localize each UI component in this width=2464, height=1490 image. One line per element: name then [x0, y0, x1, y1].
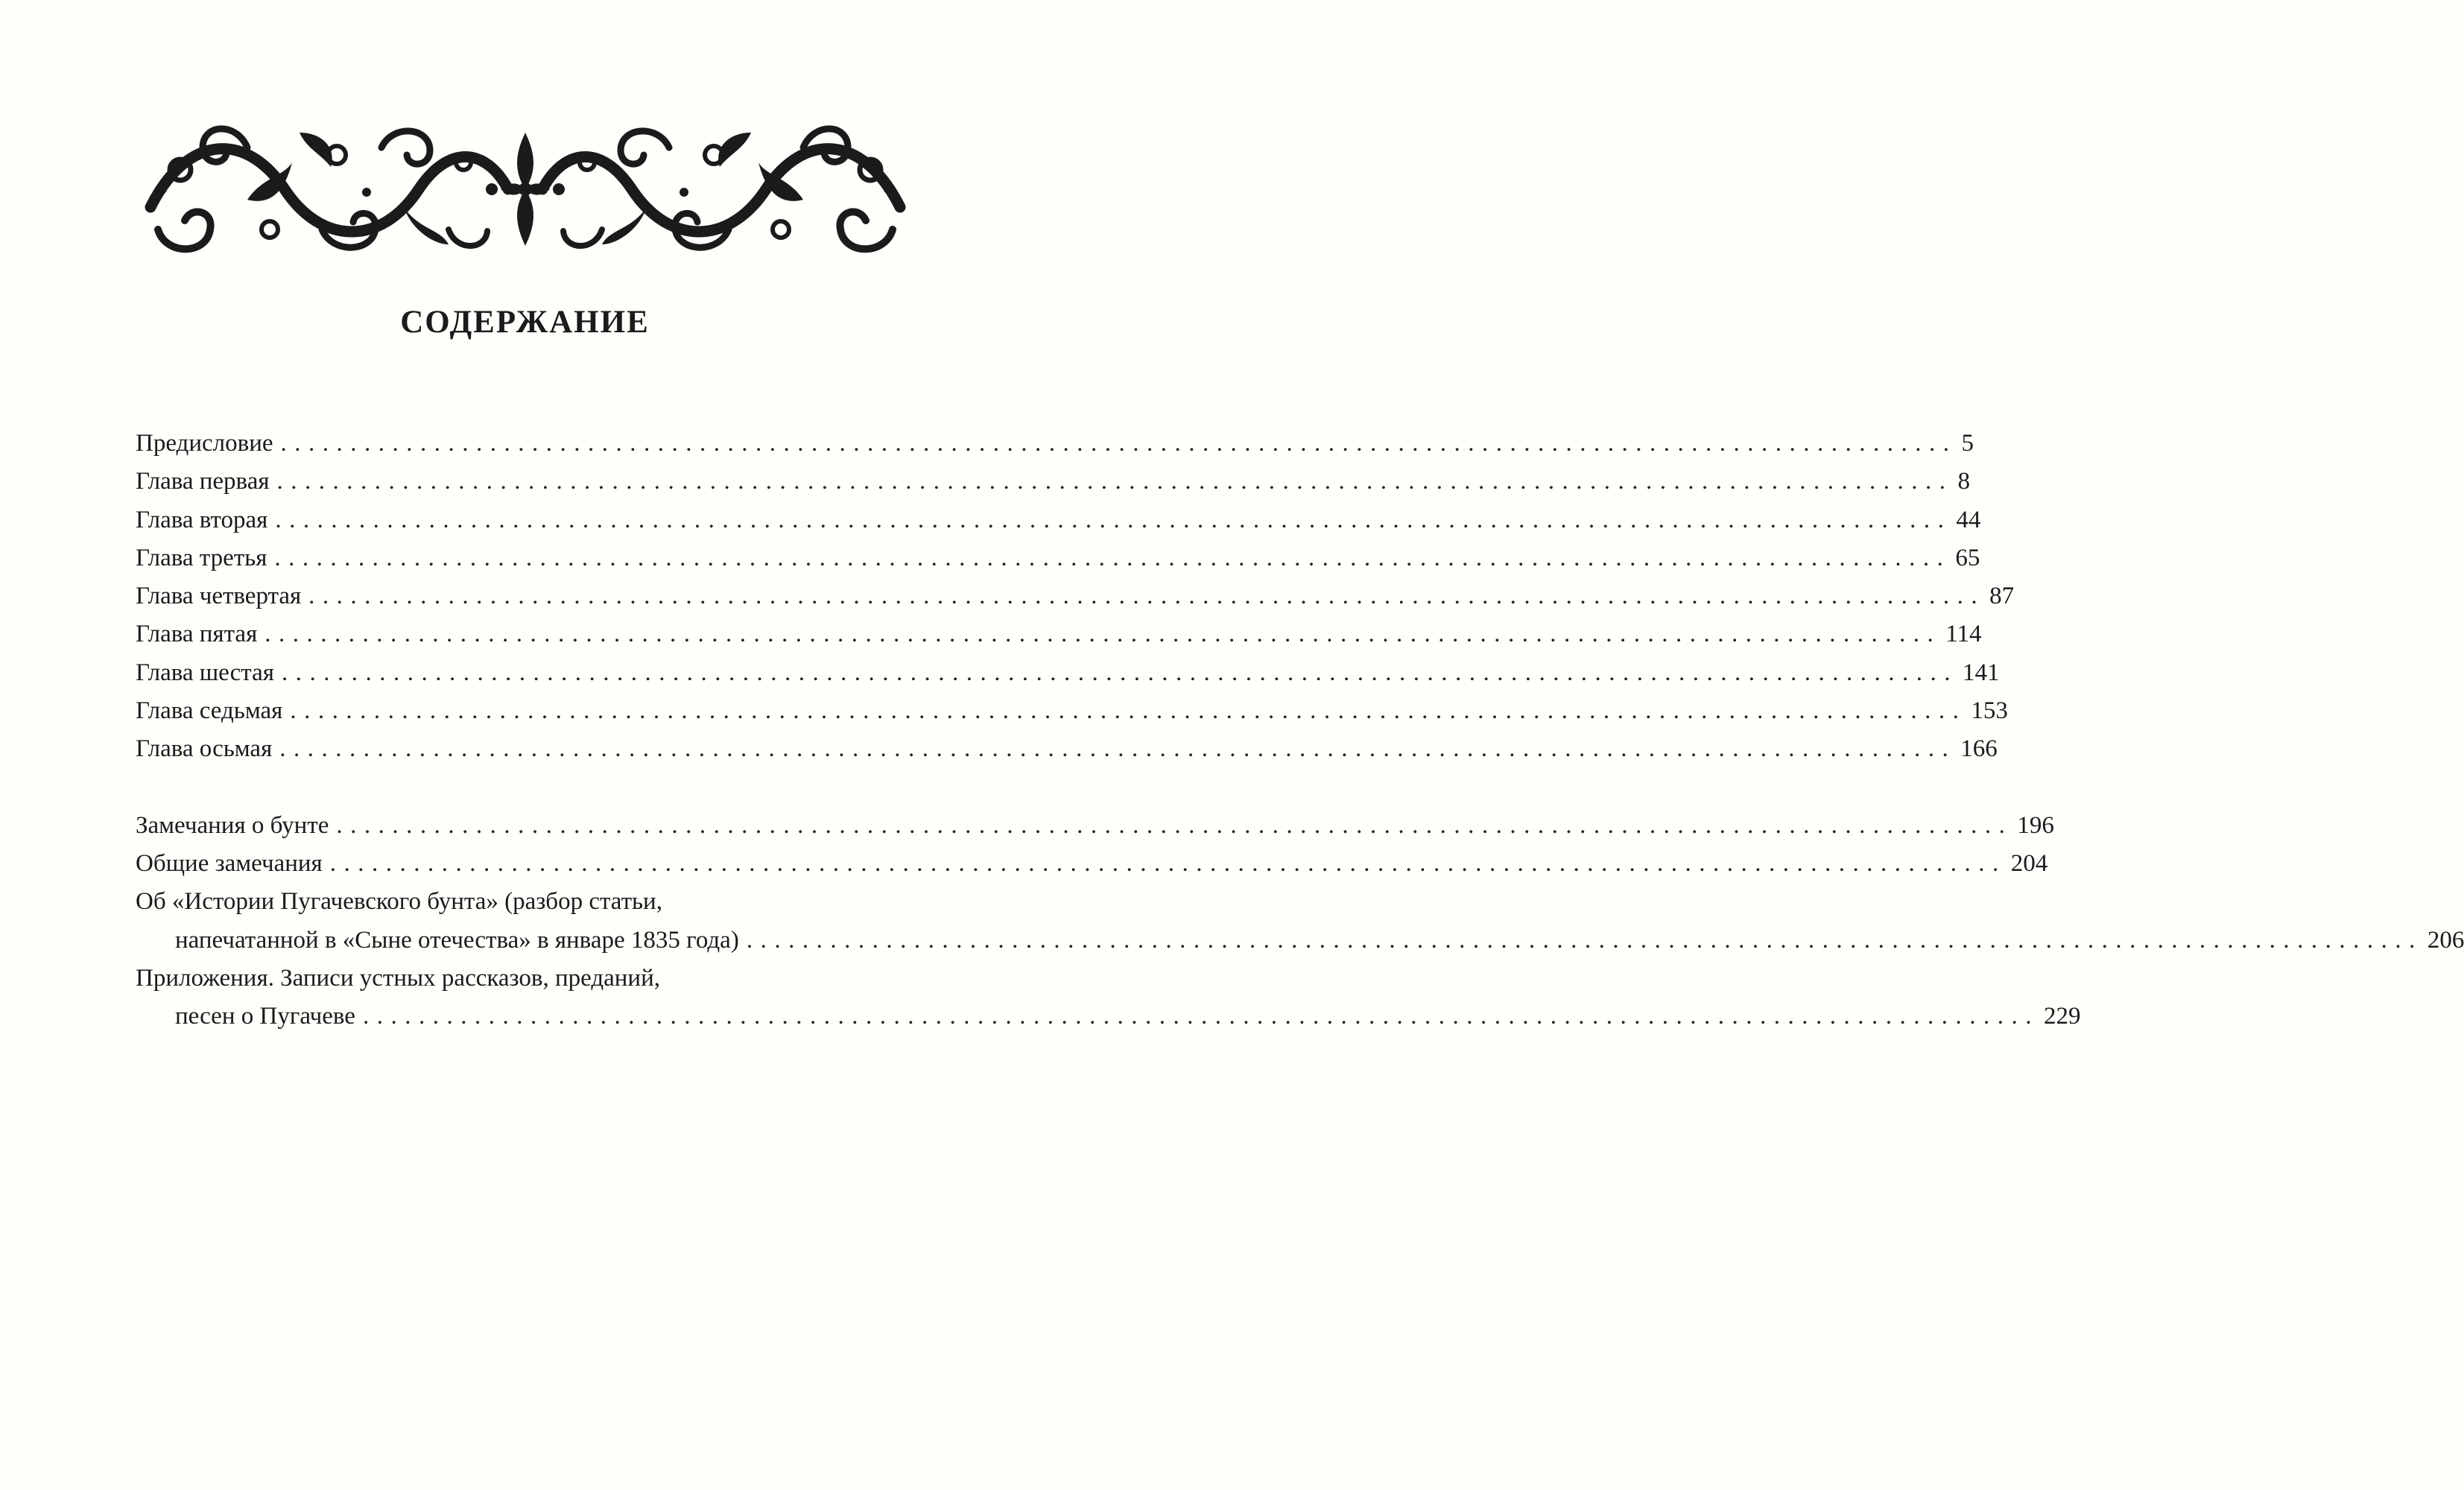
toc-entry-label: Приложения. Записи устных рассказов, преданий, — [136, 964, 661, 992]
toc-page-number: 196 — [2017, 811, 2054, 839]
toc-entry-first-line[interactable] — [136, 960, 915, 998]
dot-leader: ........................................................................................................................ — [362, 1003, 2039, 1030]
toc-entry-label: напечатанной в «Сыне отечества» в январе 1835 года) — [175, 926, 739, 954]
toc-page-number: 141 — [1962, 659, 2000, 686]
toc-page-number: 206 — [2427, 926, 2464, 954]
toc-entry-label: Замечания о бунте — [136, 811, 329, 839]
toc-entry[interactable] — [136, 615, 1982, 653]
toc-entry-label: Глава третья — [136, 544, 267, 571]
dot-leader: ........................................................................................................................ — [746, 926, 2423, 954]
toc-page-number: 229 — [2043, 1003, 2081, 1030]
dot-leader: ........................................................................................................................ — [280, 430, 1957, 457]
toc-entry-label: Предисловие — [136, 430, 273, 457]
toc-page-number: 153 — [1971, 697, 2008, 725]
section-gap — [136, 769, 915, 807]
toc-entry-continuation[interactable] — [136, 922, 2464, 960]
toc-page-number: 8 — [1957, 468, 1971, 495]
toc-page-number: 166 — [1960, 735, 1998, 763]
dot-leader: ........................................................................................................................ — [279, 735, 1957, 763]
toc-page-number: 44 — [1956, 506, 1981, 533]
toc-entry[interactable] — [136, 730, 1998, 768]
dot-leader: ........................................................................................................................ — [329, 849, 2007, 877]
floral-scroll-ornament-icon — [136, 118, 915, 261]
toc-entry-label: Глава вторая — [136, 506, 268, 533]
toc-entry-label: Глава пятая — [136, 621, 258, 648]
toc-entry-label: Об «Истории Пугачевского бунта» (разбор статьи, — [136, 888, 662, 916]
toc-entry[interactable] — [136, 577, 2015, 615]
toc-page-number: 87 — [1989, 583, 2015, 610]
dot-leader: ........................................................................................................................ — [281, 659, 1958, 686]
toc-entry-label: Глава четвертая — [136, 583, 302, 610]
toc-entry-first-line[interactable] — [136, 883, 915, 921]
toc-entry[interactable] — [136, 692, 2008, 730]
toc-entry[interactable] — [136, 539, 1980, 577]
dot-leader: ........................................................................................................................ — [336, 811, 2013, 839]
toc-entry[interactable] — [136, 501, 1981, 539]
toc-page-number: 5 — [1961, 430, 1974, 457]
dot-leader: ........................................................................................................................ — [265, 621, 1942, 648]
toc-entry-continuation[interactable] — [136, 998, 2081, 1036]
toc-entry-label: Глава седьмая — [136, 697, 283, 725]
dot-leader: ........................................................................................................................ — [276, 468, 1954, 495]
toc-entry-label: Глава первая — [136, 468, 270, 495]
toc-entry[interactable] — [136, 463, 1971, 501]
dot-leader: ........................................................................................................................ — [275, 506, 1952, 533]
dot-leader: ........................................................................................................................ — [308, 583, 1986, 610]
toc-entry-label: Общие замечания — [136, 849, 323, 877]
dot-leader: ........................................................................................................................ — [274, 544, 1951, 571]
dot-leader: ........................................................................................................................ — [290, 697, 1967, 725]
toc-page-number: 204 — [2010, 849, 2048, 877]
table-of-contents — [136, 425, 2464, 1036]
toc-page-number: 65 — [1955, 544, 1980, 571]
toc-page-number: 114 — [1945, 621, 1982, 648]
page-title: СОДЕРЖАНИЕ — [400, 305, 650, 340]
toc-entry[interactable] — [136, 425, 1974, 463]
toc-entry[interactable] — [136, 807, 2054, 845]
toc-entry[interactable] — [136, 654, 2000, 692]
toc-entry[interactable] — [136, 845, 2048, 883]
toc-entry-label: песен о Пугачеве — [175, 1003, 355, 1030]
toc-entry-label: Глава осьмая — [136, 735, 273, 763]
toc-entry-label: Глава шестая — [136, 659, 274, 686]
